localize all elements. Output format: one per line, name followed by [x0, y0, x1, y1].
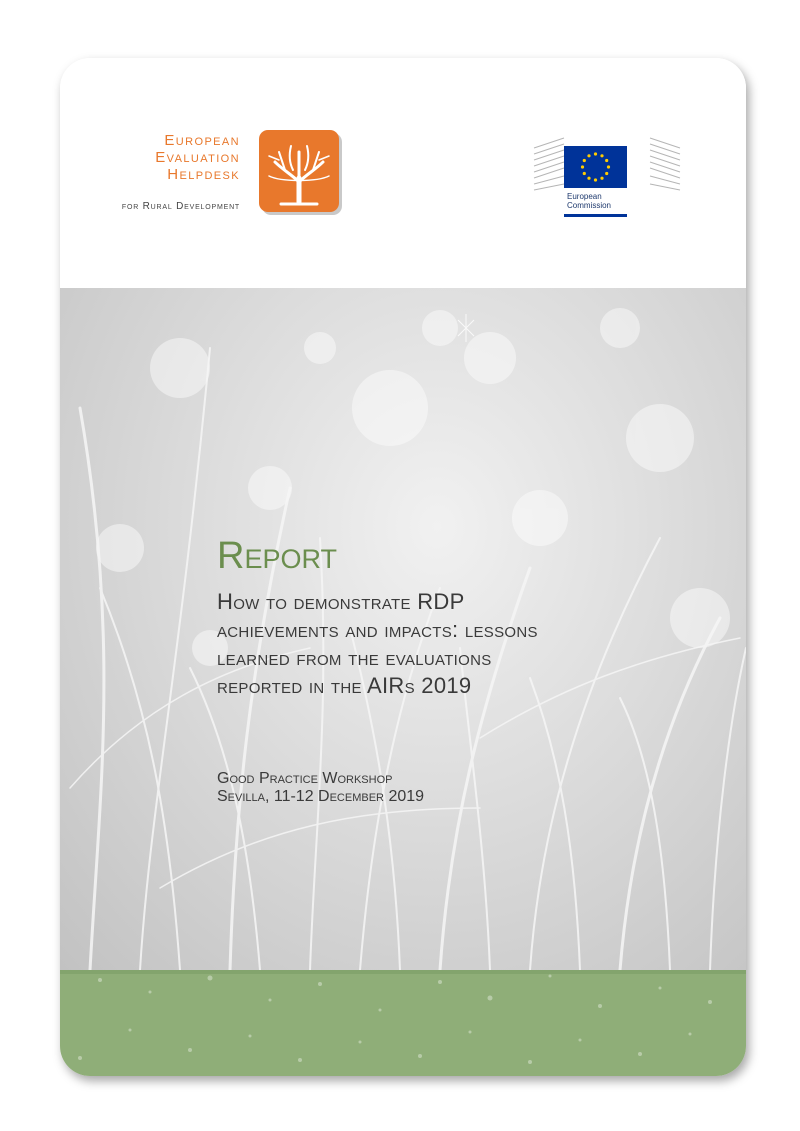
report-title-line-1: How to demonstrate RDP [217, 589, 465, 614]
event-place-date: Sevilla, 11-12 December 2019 [217, 788, 425, 805]
report-label: Report [217, 535, 337, 577]
tree-icon [259, 130, 345, 218]
report-title [217, 588, 717, 700]
cover-header [60, 58, 746, 288]
publisher-name-line-2: Evaluation [155, 149, 240, 166]
report-title-line-2: achievements and impacts: lessons [217, 617, 538, 642]
commission-label-line-1: European [567, 192, 602, 201]
cover-footer-band [60, 970, 746, 1076]
event-name: Good Practice Workshop [217, 770, 393, 787]
report-title-line-3: learned from the evaluations [217, 645, 492, 670]
report-title-line-4: reported in the AIRs 2019 [217, 673, 472, 698]
publisher-name-line-3: Helpdesk [167, 166, 240, 183]
report-cover [60, 58, 746, 1076]
publisher-tagline: for Rural Development [121, 201, 240, 212]
publisher-name-line-1: European [164, 132, 240, 149]
event-info [217, 770, 617, 806]
commission-label [567, 192, 611, 210]
footer-texture [60, 970, 746, 1076]
commission-label-line-2: Commission [567, 201, 612, 210]
publisher-name [100, 132, 240, 183]
